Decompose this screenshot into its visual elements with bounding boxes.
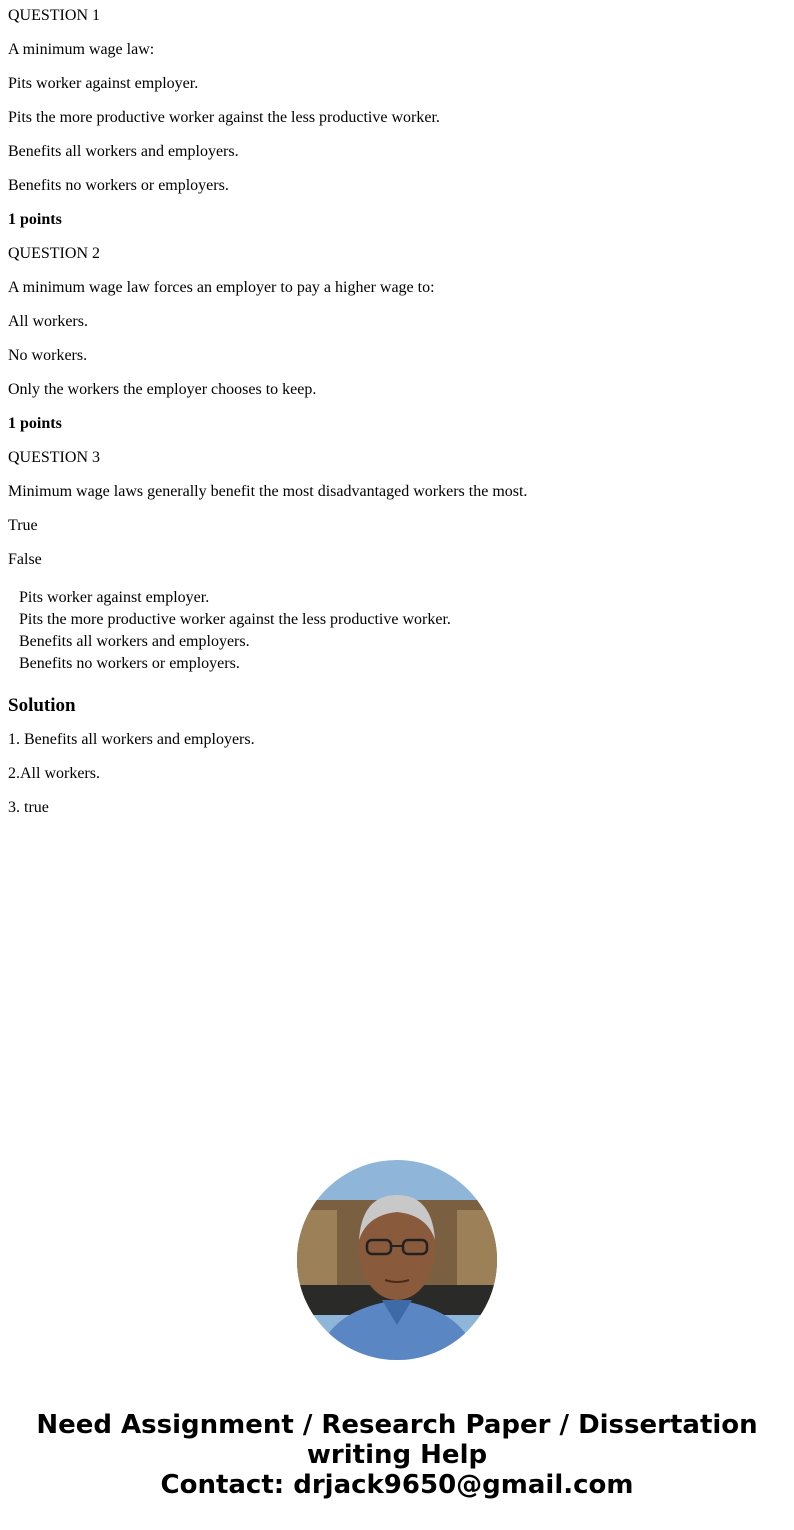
question-1-prompt: A minimum wage law:: [8, 41, 155, 58]
repeated-option: Benefits no workers or employers.: [19, 655, 240, 672]
question-2-title: QUESTION 2: [8, 245, 100, 262]
repeated-option: Pits worker against employer.: [19, 589, 210, 606]
repeated-option: Benefits all workers and employers.: [19, 633, 250, 650]
question-2-prompt: A minimum wage law forces an employer to pay a higher wage to:: [8, 279, 435, 296]
points-label: 1 points: [8, 211, 62, 228]
footer-contact: Contact: drjack9650@gmail.com: [160, 1470, 634, 1500]
solution-answer: 2.All workers.: [8, 765, 100, 782]
points-label: 1 points: [8, 415, 62, 432]
question-1-option: Benefits no workers or employers.: [8, 177, 229, 194]
contact-footer: [0, 1410, 794, 1500]
question-2-option: All workers.: [8, 313, 88, 330]
question-2-option: No workers.: [8, 347, 88, 364]
repeated-option: Pits the more productive worker against the less productive worker.: [19, 611, 451, 628]
question-1-title: QUESTION 1: [8, 7, 100, 24]
solution-answer: 3. true: [8, 799, 49, 816]
question-2-points: [8, 415, 786, 433]
document-body: [0, 7, 794, 817]
question-1-points: [8, 211, 786, 229]
question-1-option: Benefits all workers and employers.: [8, 143, 239, 160]
question-3-option: False: [8, 551, 42, 568]
repeated-options-list: [19, 587, 786, 675]
footer-line: Need Assignment / Research Paper / Dissertation: [36, 1410, 758, 1440]
question-3-title: QUESTION 3: [8, 449, 100, 466]
question-1-option: Pits worker against employer.: [8, 75, 199, 92]
question-1-option: Pits the more productive worker against the less productive worker.: [8, 109, 440, 126]
author-avatar: [297, 1160, 497, 1360]
question-3-prompt: Minimum wage laws generally benefit the most disadvantaged workers the most.: [8, 483, 528, 500]
solution-heading: Solution: [8, 695, 76, 716]
question-2-option: Only the workers the employer chooses to keep.: [8, 381, 317, 398]
question-3-option: True: [8, 517, 38, 534]
footer-line: writing Help: [306, 1440, 488, 1470]
solution-answer: 1. Benefits all workers and employers.: [8, 731, 255, 748]
